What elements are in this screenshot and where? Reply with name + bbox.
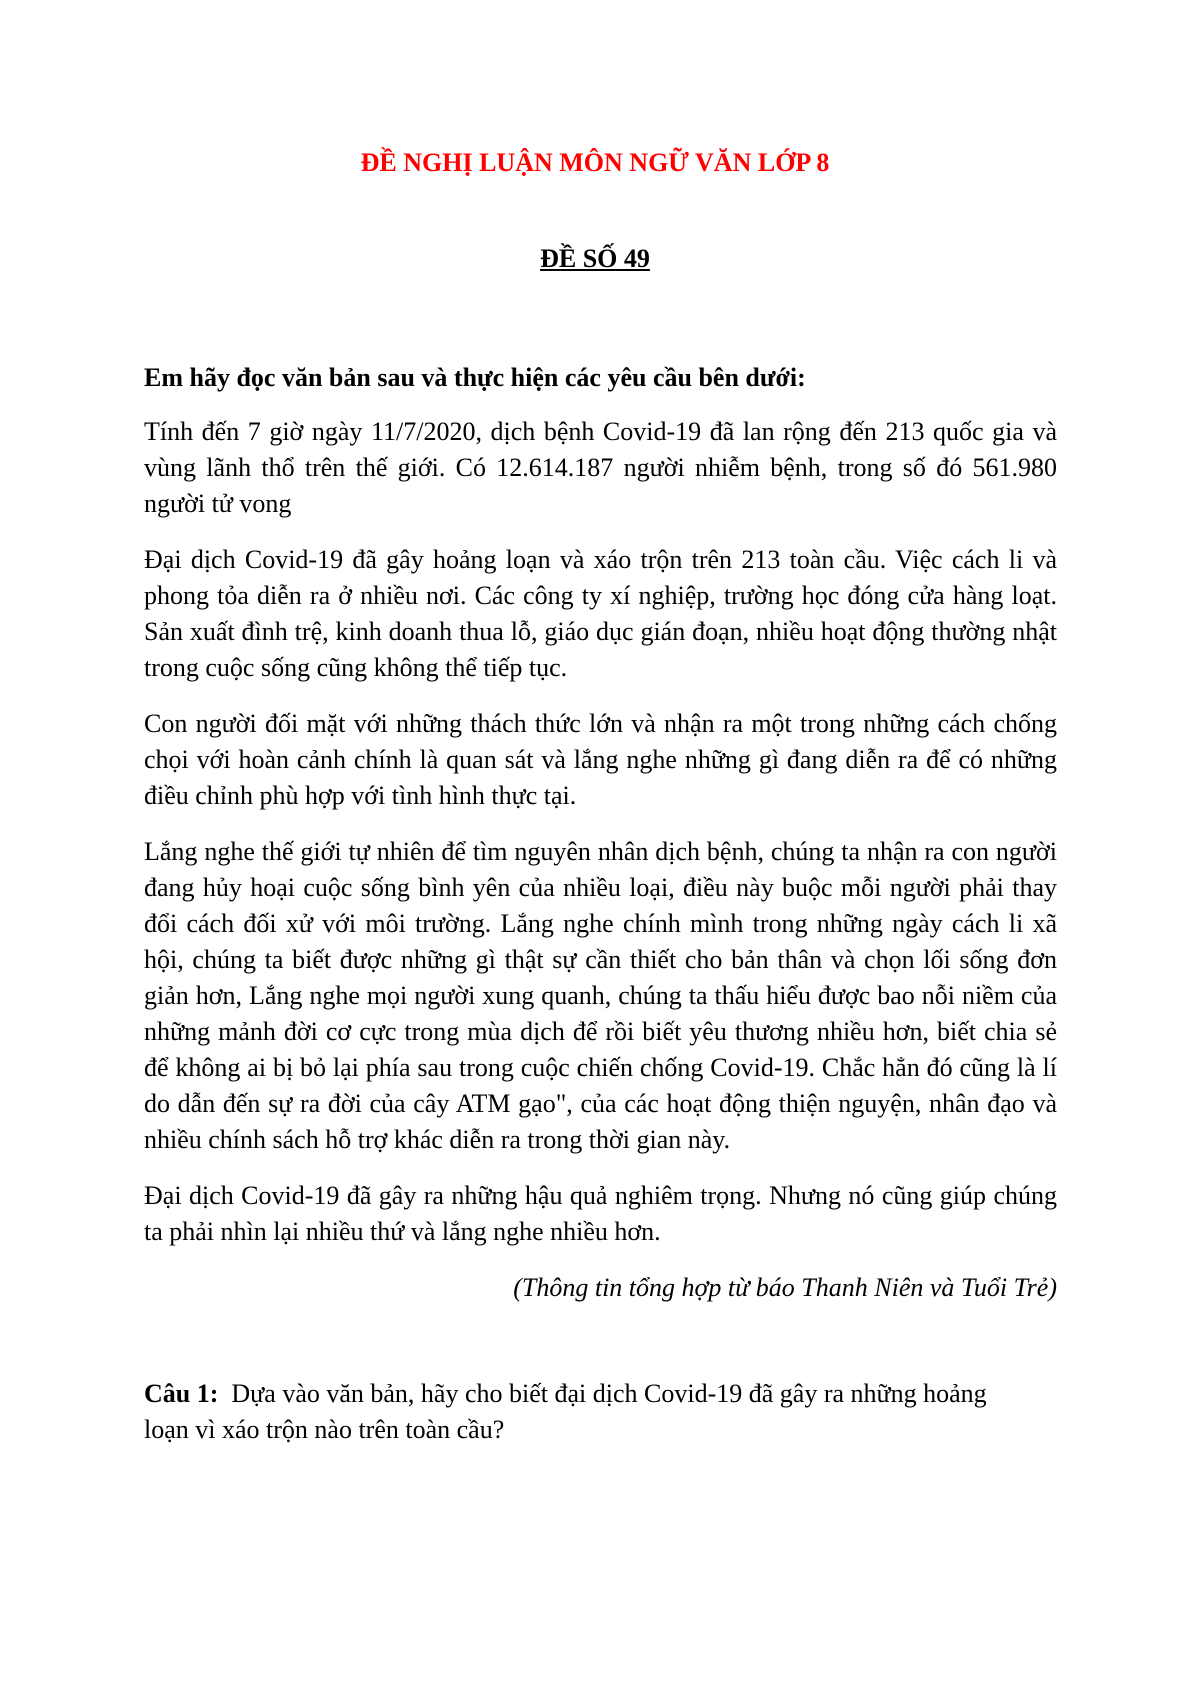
question-label: Câu 1: <box>144 1379 219 1408</box>
paragraph-5: Đại dịch Covid-19 đã gây ra những hậu quả nghiêm trọng. Nhưng nó cũng giúp chúng ta phải nhìn lại nhiều thứ và lắng nghe nhiều hơn. <box>144 1181 1057 1246</box>
document-title: ĐỀ NGHỊ LUẬN MÔN NGỮ VĂN LỚP 8 <box>360 148 830 177</box>
source-citation: (Thông tin tổng hợp từ báo Thanh Niên và Tuổi Trẻ) <box>513 1273 1057 1302</box>
paragraph-2: Đại dịch Covid-19 đã gây hoảng loạn và xáo trộn trên 213 toàn cầu. Việc cách li và phong tỏa diễn ra ở nhiều nơi. Các công ty xí nghiệp, trường học đóng cửa hàng loạt. Sản xuất đình trệ, kinh doanh thua lỗ, giáo dục gián đoạn, nhiều hoạt động thường nhật trong cuộc sống cũng không thể tiếp tục. <box>144 545 1057 682</box>
paragraph-1: Tính đến 7 giờ ngày 11/7/2020, dịch bệnh Covid-19 đã lan rộng đến 213 quốc gia và vùng lãnh thổ trên thế giới. Có 12.614.187 người nhiễm bệnh, trong số đó 561.980 người tử vong <box>144 417 1057 518</box>
instruction: Em hãy đọc văn bản sau và thực hiện các yêu cầu bên dưới: <box>144 363 806 392</box>
paragraph-4: Lắng nghe thế giới tự nhiên để tìm nguyên nhân dịch bệnh, chúng ta nhận ra con người đang hủy hoại cuộc sống bình yên của nhiều loại, điều này buộc mỗi người phải thay đổi cách đối xử với môi trường. Lắng nghe chính mình trong những ngày cách li xã hội, chúng ta biết được những gì thật sự cần thiết cho bản thân và chọn lối sống đơn giản hơn, Lắng nghe mọi người xung quanh, chúng ta thấu hiểu được bao nỗi niềm của những mảnh đời cơ cực trong mùa dịch để rồi biết yêu thương nhiều hơn, biết chia sẻ để không ai bị bỏ lại phía sau trong cuộc chiến chống Covid-19. Chắc hẳn đó cũng là lí do dẫn đến sự ra đời của cây ATM gạo", của các hoạt động thiện nguyện, nhân đạo và nhiều chính sách hỗ trợ khác diễn ra trong thời gian này. <box>144 837 1057 1154</box>
exam-number: ĐỀ SỐ 49 <box>540 244 650 273</box>
paragraph-3: Con người đối mặt với những thách thức lớn và nhận ra một trong những cách chống chọi với hoàn cảnh chính là quan sát và lắng nghe những gì đang diễn ra để có những điều chỉnh phù hợp với tình hình thực tại. <box>144 709 1057 810</box>
question-1 <box>144 1376 1014 1448</box>
document-body <box>144 360 1057 1448</box>
question-text: Dựa vào văn bản, hãy cho biết đại dịch Covid-19 đã gây ra những hoảng loạn vì xáo trộn nào trên toàn cầu? <box>144 1379 987 1444</box>
